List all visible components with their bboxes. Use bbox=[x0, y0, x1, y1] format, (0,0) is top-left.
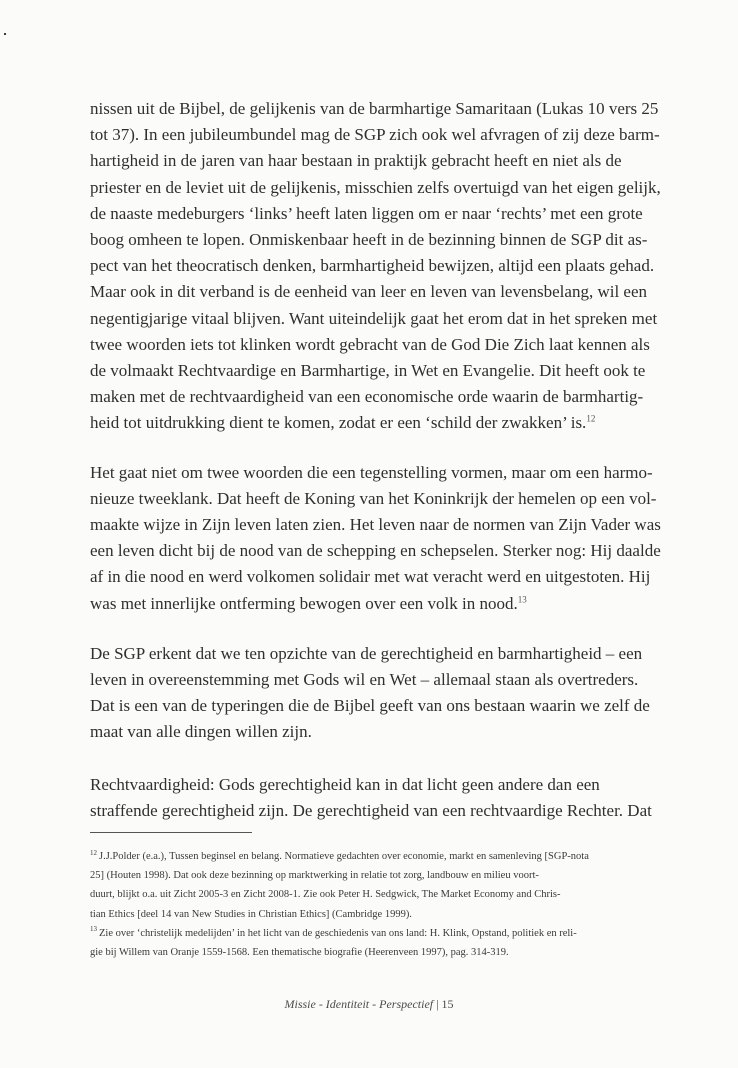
text-line: Maar ook in dit verband is de eenheid van leer en leven van levensbelang, wil een bbox=[90, 282, 648, 302]
footnotes bbox=[90, 847, 670, 962]
paragraph bbox=[90, 772, 670, 824]
text-line: twee woorden iets tot klinken wordt gebracht van de God Die Zich laat kennen als bbox=[90, 334, 650, 354]
page-number: 15 bbox=[441, 997, 454, 1011]
text-line: heid tot uitdrukking dient te komen, zodat er een ‘schild der zwakken’ is. bbox=[90, 413, 587, 433]
footnote bbox=[90, 847, 670, 924]
text-line: hartigheid in de jaren van haar bestaan in praktijk gebracht heeft en niet als de bbox=[90, 151, 622, 171]
text-line: een leven dicht bij de nood van de schepping en schepselen. Sterker nog: Hij daalde bbox=[90, 541, 661, 561]
text-line: de volmaakt Rechtvaardige en Barmhartige, in Wet en Evangelie. Dit heeft ook te bbox=[90, 361, 646, 381]
text-line: maat van alle dingen willen zijn. bbox=[90, 722, 312, 742]
footnote-line: J.J.Polder (e.a.), Tussen beginsel en belang. Normatieve gedachten over economie, markt en samenleving [SGP-nota bbox=[99, 851, 589, 862]
text-line: Dat is een van de typeringen die de Bijbel geeft van ons bestaan waarin we zelf de bbox=[90, 696, 650, 716]
text-line: maakte wijze in Zijn leven laten zien. Het leven naar de normen van Zijn Vader was bbox=[90, 515, 661, 535]
footnote-number: 13 bbox=[90, 925, 97, 934]
footnote-number: 12 bbox=[90, 848, 97, 857]
footer-separator: | bbox=[436, 997, 439, 1011]
edge-mark bbox=[4, 33, 6, 35]
footnote-line: tian Ethics [deel 14 van New Studies in Christian Ethics] (Cambridge 1999). bbox=[90, 908, 412, 920]
paragraph bbox=[90, 460, 670, 617]
text-line: tot 37). In een jubileumbundel mag de SGP zich ook wel afvragen of zij deze barm- bbox=[90, 125, 660, 145]
footnote-line: gie bij Willem van Oranje 1559-1568. Een thematische biografie (Heerenveen 1997), pag. 314-319. bbox=[90, 947, 509, 959]
footnote-line: 25] (Houten 1998). Dat ook deze bezinning op marktwerking in relatie tot zorg, landbouw en milieu voort- bbox=[90, 870, 539, 882]
text-line: pect van het theocratisch denken, barmhartigheid bewijzen, altijd een plaats gehad. bbox=[90, 256, 655, 276]
paragraph bbox=[90, 96, 670, 437]
text-line: priester en de leviet uit de gelijkenis, misschien zelfs overtuigd van het eigen gelijk, bbox=[90, 177, 661, 197]
text-line: was met innerlijke ontferming bewogen over een volk in nood. bbox=[90, 593, 518, 613]
text-line: maken met de rechtvaardigheid van een economische orde waarin de barmhartig- bbox=[90, 387, 644, 407]
text-line: af in die nood en werd volkomen solidair met wat veracht werd en uitgestoten. Hij bbox=[90, 567, 651, 587]
text-line: de naaste medeburgers ‘links’ heeft laten liggen om er naar ‘rechts’ met een grote bbox=[90, 203, 643, 223]
text-line: Het gaat niet om twee woorden die een tegenstelling vormen, maar om een harmo- bbox=[90, 462, 653, 482]
paragraph bbox=[90, 641, 670, 746]
text-line: straffende gerechtigheid zijn. De gerechtigheid van een rechtvaardige Rechter. Dat bbox=[90, 800, 652, 820]
text-line: Rechtvaardigheid: Gods gerechtigheid kan in dat licht geen andere dan een bbox=[90, 774, 600, 794]
footer-title: Missie - Identiteit - Perspectief bbox=[284, 997, 434, 1011]
text-line: leven in overeenstemming met Gods wil en Wet – allemaal staan als overtreders. bbox=[90, 670, 639, 690]
text-line: nissen uit de Bijbel, de gelijkenis van de barmhartige Samaritaan (Lukas 10 vers 25 bbox=[90, 99, 659, 118]
text-line: De SGP erkent dat we ten opzichte van de gerechtigheid en barmhartigheid – een bbox=[90, 643, 643, 663]
page-footer bbox=[0, 997, 738, 1012]
body-text bbox=[90, 96, 670, 824]
footnote-reference: 12 bbox=[586, 413, 596, 424]
footnote-line: duurt, blijkt o.a. uit Zicht 2005-3 en Zicht 2008-1. Zie ook Peter H. Sedgwick, The Market Economy and Chris- bbox=[90, 889, 561, 901]
footnote bbox=[90, 924, 670, 962]
footnote-reference: 13 bbox=[517, 594, 527, 604]
text-line: boog omheen te lopen. Onmiskenbaar heeft in de bezinning binnen de SGP dit as- bbox=[90, 230, 648, 250]
text-line: negentigjarige vitaal blijven. Want uiteindelijk gaat het erom dat in het spreken met bbox=[90, 308, 658, 328]
text-line: nieuze tweeklank. Dat heeft de Koning van het Koninkrijk der hemelen op een vol- bbox=[90, 488, 657, 508]
footnote-line: Zie over ‘christelijk medelijden’ in het licht van de geschiedenis van ons land: H. Klink, Opstand, politiek en reli- bbox=[99, 927, 577, 939]
footnote-rule bbox=[90, 832, 252, 833]
